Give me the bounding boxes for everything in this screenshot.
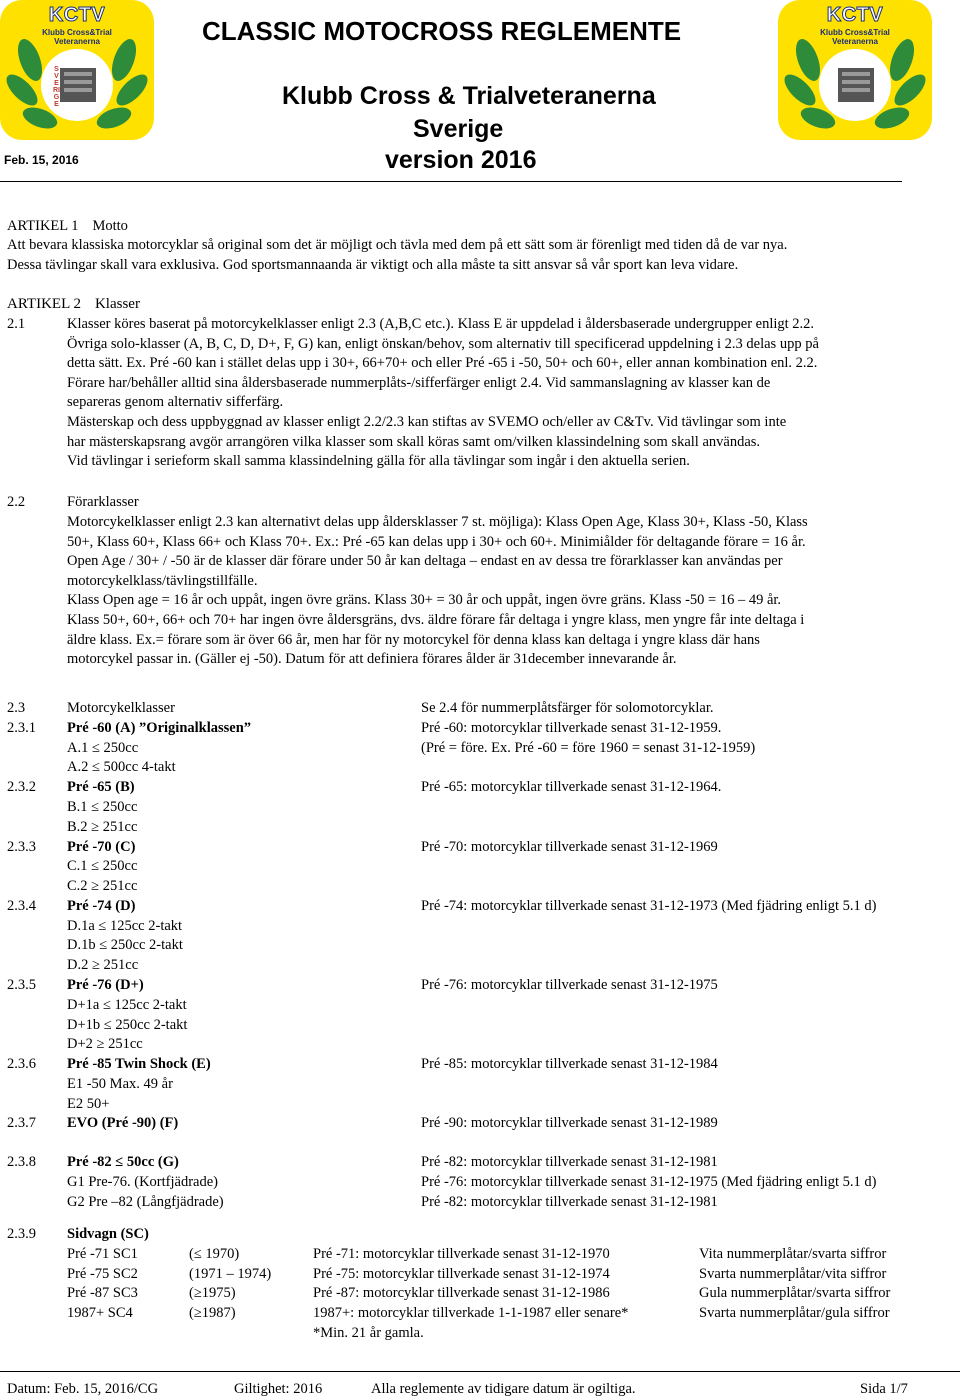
sidecar-plate-color: Vita nummerplåtar/svarta siffror	[699, 1246, 887, 1262]
class-label: D.1a ≤ 125cc 2-takt	[67, 918, 183, 934]
logo-sub-text: Klubb Cross&Trial	[42, 28, 112, 37]
class-number: 2.3.6	[7, 1056, 36, 1072]
class-number: 2.3.2	[7, 779, 36, 795]
class-description: Pré -82: motorcyklar tillverkade senast 31-12-1981	[421, 1154, 718, 1170]
class-label: Pré -70 (C)	[67, 839, 136, 855]
class-label: C.2 ≥ 251cc	[67, 878, 138, 894]
section-2-2-line: äldre klass. Ex.= förare som är över 66 år, men har för ny motorcykel för denna klass kan deltaga i yngre klass där hans	[67, 631, 760, 648]
class-description: Pré -90: motorcyklar tillverkade senast 31-12-1989	[421, 1115, 718, 1131]
header-divider	[0, 181, 902, 182]
sidecar-years: (≥1987)	[189, 1304, 236, 1321]
class-description: Pré -70: motorcyklar tillverkade senast 31-12-1969	[421, 839, 718, 855]
header-date: Feb. 15, 2016	[4, 153, 79, 167]
class-label: G1 Pre-76. (Kortfjädrade)	[67, 1174, 218, 1190]
class-number: 2.3.8	[7, 1154, 36, 1170]
class-description: Pré -76: motorcyklar tillverkade senast 31-12-1975	[421, 977, 718, 993]
section-number: 2.1	[7, 316, 26, 332]
section-2-2-title: Förarklasser	[67, 494, 139, 510]
sidecar-note: *Min. 21 år gamla.	[313, 1325, 424, 1341]
section-2-1-line: Klasser köres baserat på motorcykelklasser enligt 2.3 (A,B,C etc.). Klass E är uppdelad i åldersbaserade undergrupper enligt 2.2.	[67, 316, 815, 332]
sidecar-description: Pré -87: motorcyklar tillverkade senast 31-12-1986	[313, 1285, 610, 1302]
section-2-1-line: Mästerskap och dess uppbyggnad av klasser enligt 2.2/2.3 kan stiftas av SVEMO och/eller av C&Tv. Vid tävlingar som inte	[67, 414, 787, 430]
section-2-2-line: 50+, Klass 60+, Klass 66+ och Klass 70+. Ex.: Pré -65 kan delas upp i 30+ och 60+. Minimiålder för deltagande förare = 16 år.	[67, 533, 806, 550]
class-number: 2.3.3	[7, 839, 36, 855]
class-description: Pré -65: motorcyklar tillverkade senast 31-12-1964.	[421, 779, 722, 795]
page-title: CLASSIC MOTOCROSS REGLEMENTE	[202, 16, 682, 46]
sidecar-class: 1987+ SC4	[67, 1304, 133, 1321]
class-number: 2.3.4	[7, 898, 36, 914]
sidecar-description: 1987+: motorcyklar tillverkade 1-1-1987 eller senare*	[313, 1304, 629, 1321]
logo-kctv-text: KCTV	[826, 4, 884, 26]
sidecar-class: Pré -75 SC2	[67, 1265, 138, 1282]
class-label: Pré -76 (D+)	[67, 977, 144, 993]
art1-text-line: Att bevara klassiska motorcyklar så original som det är möjligt och tävla med dem på ett sätt som är förenligt med tiden då de var nya.	[7, 237, 788, 253]
sidecar-title: Sidvagn (SC)	[67, 1226, 149, 1242]
class-label: A.1 ≤ 250cc	[67, 740, 139, 756]
class-label: Pré -82 ≤ 50cc (G)	[67, 1154, 179, 1170]
class-label: D.2 ≥ 251cc	[67, 957, 139, 973]
class-label: Pré -74 (D)	[67, 898, 136, 914]
logo-side-text: SVERIGE	[53, 66, 60, 108]
sidecar-plate-color: Svarta nummerplåtar/vita siffror	[699, 1265, 887, 1282]
art1-heading: ARTIKEL 1 Motto	[7, 218, 128, 234]
class-number: 2.3.7	[7, 1115, 36, 1131]
club-country: Sverige	[413, 115, 504, 143]
class-number: 2.3.1	[7, 720, 36, 736]
class-label: D+1a ≤ 125cc 2-takt	[67, 997, 187, 1013]
class-description: Pré -74: motorcyklar tillverkade senast 31-12-1973 (Med fjädring enligt 5.1 d)	[421, 898, 877, 914]
art2-heading: ARTIKEL 2 Klasser	[7, 296, 140, 312]
class-label: Pré -65 (B)	[67, 779, 135, 795]
class-label: G2 Pre –82 (Långfjädrade)	[67, 1194, 224, 1210]
section-2-1-line: detta sätt. Ex. Pré -60 kan i stället delas upp i 30+, 66+70+ och eller Pré -65 i -50, 50+ och 60+, eller annan kombination enl. 2.2.	[67, 355, 818, 372]
class-description: Se 2.4 för nummerplåtsfärger för solomotorcyklar.	[421, 700, 714, 716]
class-number: 2.3	[7, 700, 26, 716]
logo-sub-text: Klubb Cross&Trial	[820, 28, 890, 37]
class-label: D.1b ≤ 250cc 2-takt	[67, 937, 183, 953]
kctv-logo-left	[0, 0, 154, 140]
club-name: Klubb Cross & Trialveteranerna	[282, 82, 656, 110]
section-2-1-line: Övriga solo-klasser (A, B, C, D, D+, F, G) kan, enligt önskan/behov, som alternativ till specificerad uppdelning i 2.3 delas upp på	[67, 335, 819, 352]
class-label: C.1 ≤ 250cc	[67, 858, 138, 874]
section-number: 2.2	[7, 494, 26, 510]
logo-kctv-text: KCTV	[48, 4, 106, 26]
footer-notice: Alla reglemente av tidigare datum är ogiltiga.	[371, 1381, 636, 1397]
section-2-2-line: Klass 50+, 60+, 66+ och 70+ har ingen övre åldersgräns, dvs. äldre förare får deltaga i yngre klass, men yngre får inte deltaga i	[67, 612, 805, 628]
version-label: version 2016	[385, 146, 537, 174]
sidecar-description: Pré -75: motorcyklar tillverkade senast 31-12-1974	[313, 1265, 610, 1282]
class-label: E2 50+	[67, 1096, 110, 1112]
section-2-2-line: Klass Open age = 16 år och uppåt, ingen övre gräns. Klass 30+ = 30 år och uppåt, ingen övre gräns. Klass -50 = 16 – 49 år.	[67, 592, 782, 609]
sidecar-plate-color: Svarta nummerplåtar/gula siffror	[699, 1304, 890, 1321]
sidecar-class: Pré -71 SC1	[67, 1246, 138, 1262]
class-label: B.1 ≤ 250cc	[67, 799, 138, 815]
logo-sub-text-2: Veteranerna	[54, 37, 100, 46]
class-label: EVO (Pré -90) (F)	[67, 1115, 179, 1131]
sidecar-class: Pré -87 SC3	[67, 1285, 138, 1302]
class-label: Pré -60 (A) ”Originalklassen”	[67, 720, 252, 736]
section-2-1-line: har mästerskapsrang avgör arrangören vilka klasser som skall köras samt om/vilken klassindelning som skall användas.	[67, 433, 761, 450]
class-description: Pré -82: motorcyklar tillverkade senast 31-12-1981	[421, 1194, 718, 1210]
class-description: (Pré = före. Ex. Pré -60 = före 1960 = senast 31-12-1959)	[421, 740, 756, 756]
class-label: D+1b ≤ 250cc 2-takt	[67, 1017, 188, 1033]
class-description: Pré -60: motorcyklar tillverkade senast 31-12-1959.	[421, 720, 722, 736]
class-label: Motorcykelklasser	[67, 700, 175, 716]
sidecar-years: (≥1975)	[189, 1285, 236, 1302]
class-label: B.2 ≥ 251cc	[67, 819, 138, 835]
section-number: 2.3.9	[7, 1226, 36, 1242]
section-2-2-line: Open Age / 30+ / -50 är de klasser där förare under 50 år kan deltaga – endast en av dessa tre förarklasser kan användas per	[67, 553, 783, 570]
class-label: D+2 ≥ 251cc	[67, 1036, 143, 1052]
section-2-2-line: motorcykel passar in. (Gäller ej -50). Datum för att definiera förares ålder är 31december innevarande år.	[67, 651, 677, 668]
page-number: Sida 1/7	[860, 1381, 908, 1397]
section-2-1-line: Vid tävlingar i serieform skall samma klassindelning gälla för alla tävlingar som ingår i den aktuella serien.	[67, 453, 690, 470]
class-description: Pré -76: motorcyklar tillverkade senast 31-12-1975 (Med fjädring enligt 5.1 d)	[421, 1174, 877, 1190]
footer-date: Datum: Feb. 15, 2016/CG	[7, 1381, 159, 1397]
section-2-2-line: Motorcykelklasser enligt 2.3 kan alternativt delas upp åldersklasser 7 st. möjliga): Klass Open Age, Klass 30+, Klass -50, Klass	[67, 514, 808, 530]
section-2-1-line: Förare har/behåller alltid sina åldersbaserade nummerplåts-/sifferfärger enligt 2.4. Vid sammanslagning av klasser kan de	[67, 374, 771, 391]
sidecar-description: Pré -71: motorcyklar tillverkade senast 31-12-1970	[313, 1246, 610, 1262]
sidecar-years: (1971 – 1974)	[189, 1265, 272, 1282]
section-2-1-line: separeras genom alternativ sifferfärg.	[67, 394, 284, 411]
footer-validity: Giltighet: 2016	[234, 1381, 323, 1397]
class-label: E1 -50 Max. 49 år	[67, 1076, 173, 1092]
kctv-logo-right	[778, 0, 932, 140]
sidecar-plate-color: Gula nummerplåtar/svarta siffror	[699, 1285, 891, 1302]
sidecar-years: (≤ 1970)	[189, 1246, 240, 1262]
footer-divider	[0, 1371, 960, 1372]
class-number: 2.3.5	[7, 977, 36, 993]
class-description: Pré -85: motorcyklar tillverkade senast 31-12-1984	[421, 1056, 718, 1072]
class-label: A.2 ≤ 500cc 4-takt	[67, 759, 176, 775]
logo-sub-text-2: Veteranerna	[832, 37, 878, 46]
class-label: Pré -85 Twin Shock (E)	[67, 1056, 211, 1072]
section-2-2-line: motorcykelklass/tävlingstillfälle.	[67, 572, 258, 589]
art1-text-line: Dessa tävlingar skall vara exklusiva. God sportsmannaanda är viktigt och alla måste ta sitt ansvar så vår sport kan leva vidare.	[7, 257, 739, 273]
